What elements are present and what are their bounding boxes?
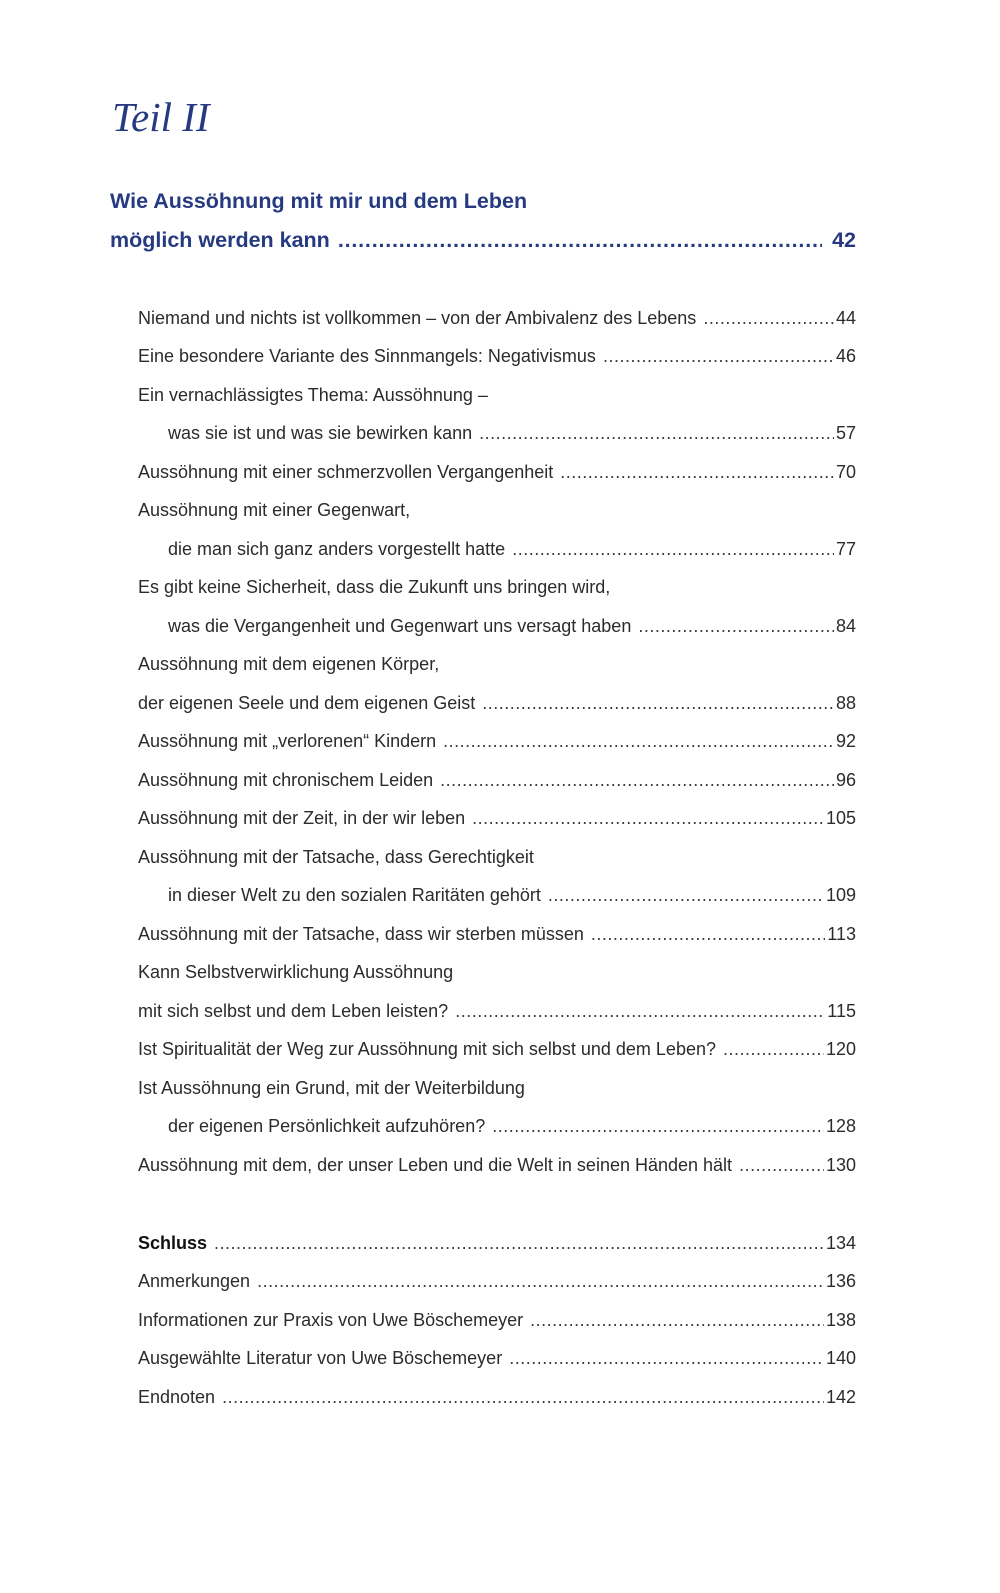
dot-leader	[560, 457, 834, 487]
dot-leader	[739, 1150, 824, 1180]
toc-entry-title: Anmerkungen	[138, 1271, 251, 1291]
dot-leader	[222, 1382, 824, 1412]
part-heading-line2	[110, 225, 856, 255]
toc-entry-page: 77	[835, 539, 856, 559]
toc-entry[interactable]	[138, 380, 856, 410]
page-title: Teil II	[112, 94, 210, 140]
toc-entry-title: was die Vergangenheit und Gegenwart uns versagt haben	[168, 616, 632, 636]
dot-leader	[530, 1305, 824, 1335]
toc-entry-page: 92	[835, 731, 856, 751]
toc-entry-title: in dieser Welt zu den sozialen Raritäten gehört	[168, 885, 541, 905]
toc-entry-page: 136	[825, 1271, 856, 1291]
part-heading-line1	[110, 186, 856, 216]
toc-entry-page: 130	[825, 1155, 856, 1175]
toc-entry[interactable]	[138, 457, 856, 487]
dot-leader	[455, 996, 825, 1026]
toc-entry-page: 46	[835, 346, 856, 366]
dot-leader	[443, 726, 834, 756]
toc-entry[interactable]	[138, 1073, 856, 1103]
toc-entry-schluss[interactable]	[138, 1228, 856, 1258]
dot-leader	[703, 303, 834, 333]
dot-leader	[603, 341, 834, 371]
toc-entry[interactable]	[138, 495, 856, 525]
toc-entry[interactable]	[138, 303, 856, 333]
toc-entry-title: Aussöhnung mit der Tatsache, dass Gerechtigkeit	[138, 847, 534, 867]
toc-entry-title: Aussöhnung mit dem eigenen Körper,	[138, 654, 440, 674]
toc-entry-page: 120	[825, 1039, 856, 1059]
toc-entry-page: 115	[827, 1001, 856, 1021]
toc-entry-title: Aussöhnung mit der Tatsache, dass wir sterben müssen	[138, 924, 584, 944]
toc-entry-title: Aussöhnung mit chronischem Leiden	[138, 770, 434, 790]
toc-entry-title: Aussöhnung mit einer schmerzvollen Vergangenheit	[138, 462, 554, 482]
toc-entry-title: Niemand und nichts ist vollkommen – von der Ambivalenz des Lebens	[138, 308, 697, 328]
dot-leader	[257, 1266, 824, 1296]
dot-leader	[482, 688, 834, 718]
toc-entry[interactable]	[138, 842, 856, 872]
toc-entry-continuation[interactable]	[168, 534, 856, 564]
toc-entry-title: Es gibt keine Sicherheit, dass die Zukunft uns bringen wird,	[138, 577, 611, 597]
toc-entry[interactable]	[138, 649, 856, 679]
toc-entry-page: 70	[835, 462, 856, 482]
toc-entry-page: 138	[825, 1310, 856, 1330]
toc-entry-title: Aussöhnung mit „verlorenen“ Kindern	[138, 731, 437, 751]
toc-entry-endnoten[interactable]	[138, 1382, 856, 1412]
toc-entry-title: Ausgewählte Literatur von Uwe Böschemeyer	[138, 1348, 503, 1368]
toc-entry-page: 96	[835, 770, 856, 790]
toc-entry-title: Schluss	[138, 1233, 208, 1253]
dot-leader	[440, 765, 834, 795]
dot-leader	[638, 611, 834, 641]
toc-entry-page: 84	[835, 616, 856, 636]
toc-entry[interactable]	[138, 572, 856, 602]
toc-entry[interactable]	[138, 919, 856, 949]
part-heading-text-2: möglich werden kann	[110, 228, 330, 252]
toc-entry[interactable]	[138, 341, 856, 371]
toc-entry-page: 140	[825, 1348, 856, 1368]
dot-leader	[479, 418, 834, 448]
toc-entry-title: die man sich ganz anders vorgestellt hatte	[168, 539, 506, 559]
toc-entry-title: Ist Aussöhnung ein Grund, mit der Weiterbildung	[138, 1078, 525, 1098]
dot-leader	[723, 1034, 824, 1064]
dot-leader	[548, 880, 824, 910]
toc-entry-page: 57	[835, 423, 856, 443]
dot-leader	[591, 919, 825, 949]
toc-entry-title: Kann Selbstverwirklichung Aussöhnung	[138, 962, 454, 982]
toc-entry-continuation[interactable]	[168, 418, 856, 448]
toc-entry[interactable]	[138, 996, 856, 1026]
toc-entry-page: 105	[825, 808, 856, 828]
toc-entry-title: Endnoten	[138, 1387, 216, 1407]
toc-entry-continuation[interactable]	[168, 611, 856, 641]
toc-entry[interactable]	[138, 765, 856, 795]
toc-entry-title: Aussöhnung mit einer Gegenwart,	[138, 500, 411, 520]
toc-entry-title: Aussöhnung mit der Zeit, in der wir leben	[138, 808, 466, 828]
toc-entry[interactable]	[138, 957, 856, 987]
dot-leader	[492, 1111, 824, 1141]
toc-entry-page: 88	[835, 693, 856, 713]
dot-leader	[214, 1228, 824, 1258]
toc-entry[interactable]	[138, 803, 856, 833]
toc-entry-continuation[interactable]	[168, 880, 856, 910]
toc-entry-title: Informationen zur Praxis von Uwe Böschemeyer	[138, 1310, 524, 1330]
toc-entry-literatur[interactable]	[138, 1343, 856, 1373]
toc-entry-title: Ein vernachlässigtes Thema: Aussöhnung –	[138, 385, 488, 405]
toc-entry-title: Eine besondere Variante des Sinnmangels: Negativismus	[138, 346, 596, 366]
part-heading-text-1: Wie Aussöhnung mit mir und dem Leben	[110, 189, 528, 213]
part-heading-page: 42	[832, 228, 856, 252]
toc-entry-page: 109	[825, 885, 856, 905]
dot-leader	[509, 1343, 824, 1373]
toc-entry-title: mit sich selbst und dem Leben leisten?	[138, 1001, 449, 1021]
toc-entry-title: was sie ist und was sie bewirken kann	[168, 423, 473, 443]
toc-entry-page: 142	[825, 1387, 856, 1407]
toc-entry-page: 128	[825, 1116, 856, 1136]
toc-entry-title: Ist Spiritualität der Weg zur Aussöhnung mit sich selbst und dem Leben?	[138, 1039, 716, 1059]
dot-leader	[338, 225, 822, 255]
toc-entry-continuation[interactable]	[168, 1111, 856, 1141]
toc-entry-page: 134	[825, 1233, 856, 1253]
toc-entry[interactable]	[138, 1034, 856, 1064]
toc-entry-title: Aussöhnung mit dem, der unser Leben und die Welt in seinen Händen hält	[138, 1155, 733, 1175]
dot-leader	[512, 534, 834, 564]
toc-entry[interactable]	[138, 688, 856, 718]
toc-entry-title: der eigenen Seele und dem eigenen Geist	[138, 693, 476, 713]
toc-entry-informationen[interactable]	[138, 1305, 856, 1335]
toc-entry-page: 113	[827, 924, 856, 944]
toc-entry-anmerkungen[interactable]	[138, 1266, 856, 1296]
toc-entry[interactable]	[138, 726, 856, 756]
dot-leader	[472, 803, 824, 833]
toc-entry[interactable]	[138, 1150, 856, 1180]
toc-entry-page: 44	[835, 308, 856, 328]
toc-entry-title: der eigenen Persönlichkeit aufzuhören?	[168, 1116, 486, 1136]
